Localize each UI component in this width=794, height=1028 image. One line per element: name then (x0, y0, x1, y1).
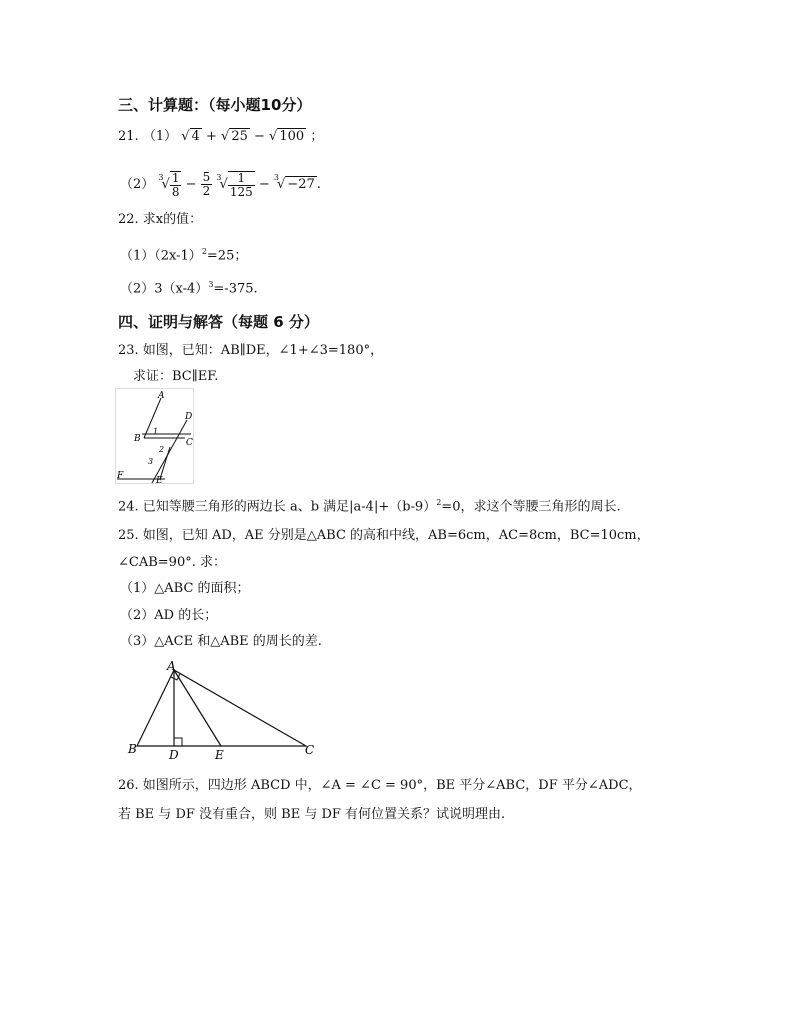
q25-line1: 25. 如图，已知 AD，AE 分别是△ABC 的高和中线，AB=6cm，AC=8cm，BC=10cm， (118, 528, 650, 543)
fig23-angle-3: 3 (148, 457, 154, 466)
q23-line2: 求证：BC∥EF. (133, 369, 219, 384)
q23-figure (115, 388, 197, 486)
q25-line2: ∠CAB=90°. 求： (118, 555, 226, 570)
fig23-angle-1: 1 (153, 427, 159, 436)
fig23-label-e: E (156, 476, 163, 486)
q23-line1: 23. 如图，已知：AB∥DE，∠1+∠3=180°， (118, 343, 384, 358)
fig25-label-b: B (128, 742, 137, 756)
fig23-label-f: F (117, 471, 124, 481)
q26-line1: 26. 如图所示，四边形 ABCD 中，∠A = ∠C = 90°，BE 平分∠ABC，DF 平分∠ADC， (118, 778, 642, 793)
q22-stem: 22. 求x的值： (118, 212, 203, 227)
section-4-title: 四、证明与解答（每题 6 分） (118, 313, 319, 331)
q21-part2: （2） $^3$√ $\frac{1}{8}$ − $\frac{5}{2}$ $^3$√ $\frac{1}{125}$ − $^3$√ −27 . (120, 170, 321, 199)
fig25-label-c: C (305, 743, 315, 757)
fig25-label-a: A (167, 659, 176, 673)
q26-line2: 若 BE 与 DF 没有重合，则 BE 与 DF 有何位置关系？试说明理由. (118, 807, 506, 822)
q25-figure (125, 658, 325, 763)
q25-part3: （3）△ACE 和△ABE 的周长的差. (120, 634, 322, 649)
fig23-label-c: C (186, 438, 193, 448)
fig23-angle-2: 2 (159, 445, 165, 454)
q24-text: 24. 已知等腰三角形的两边长 a、b 满足$|a-4|+(b-9)^2=0$，求这个等腰三角形的周长. (118, 498, 621, 515)
fig23-label-a: A (158, 391, 165, 401)
q25-part2: （2）AD 的长； (120, 608, 218, 623)
section-3-title: 三、计算题：（每小题10分） (118, 96, 312, 114)
fig25-label-e: E (215, 748, 224, 762)
fig23-label-d: D (185, 412, 193, 422)
q22-part2: $(2)3(x-4)^3=-375$. (120, 280, 258, 297)
q25-part1: （1）△ABC 的面积； (120, 581, 250, 596)
q21-part1: 21. （1） √ 4 + √ 25 − √ 100 ； (118, 129, 324, 144)
q22-part1: $(1)(2x-1)^2=25$； (120, 247, 248, 264)
fig25-label-d: D (169, 748, 179, 762)
fig23-label-b: B (134, 434, 141, 444)
